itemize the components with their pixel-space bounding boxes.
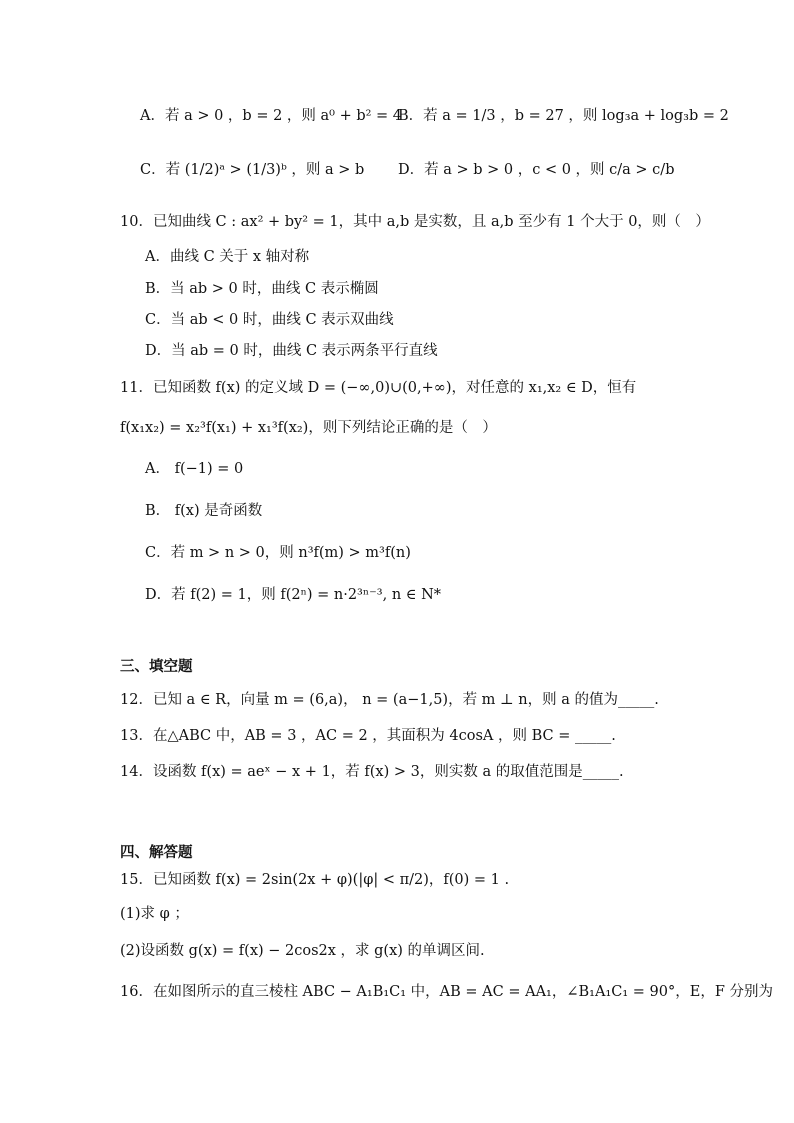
q10-option-d: D．当 ab = 0 时，曲线 C 表示两条平行直线 <box>145 343 438 359</box>
q10-option-b: B．当 ab > 0 时，曲线 C 表示椭圆 <box>145 281 379 297</box>
q10-option-a: A．曲线 C 关于 x 轴对称 <box>145 249 310 265</box>
q9-option-c: C．若 (1/2)ᵃ > (1/3)ᵇ ，则 a > b <box>140 162 365 178</box>
q11-option-b: B． f(x) 是奇函数 <box>145 503 263 519</box>
q16: 16．在如图所示的直三棱柱 ABC − A₁B₁C₁ 中，AB = AC = AA₁，∠B₁A₁C₁ = 90°，E，F 分别为 <box>120 984 774 1000</box>
q11-option-a: A． f(−1) = 0 <box>145 461 244 477</box>
section-4-heading: 四、解答题 <box>120 844 193 861</box>
q15: 15．已知函数 f(x) = 2sin(2x + φ)(|φ| < π/2)，f(0) = 1 . <box>120 872 510 888</box>
q15-part-2: (2)设函数 g(x) = f(x) − 2cos2x ，求 g(x) 的单调区间. <box>120 943 485 959</box>
q12: 12．已知 a ∈ R，向量 m = (6,a)， n = (a−1,5)，若 m ⊥ n，则 a 的值为_____. <box>120 692 659 708</box>
q10-option-c: C．当 ab < 0 时，曲线 C 表示双曲线 <box>145 312 394 328</box>
q14: 14．设函数 f(x) = aeˣ − x + 1，若 f(x) > 3，则实数 a 的取值范围是_____. <box>120 764 624 780</box>
q11-stem-line1: 11．已知函数 f(x) 的定义域 D = (−∞,0)∪(0,+∞)，对任意的 x₁,x₂ ∈ D，恒有 <box>120 380 637 396</box>
q11-option-c: C．若 m > n > 0，则 n³f(m) > m³f(n) <box>145 545 411 561</box>
q9-option-a: A．若 a > 0 ，b = 2 ，则 a⁰ + b² = 4 <box>140 108 403 124</box>
q11-option-d: D．若 f(2) = 1，则 f(2ⁿ) = n·2³ⁿ⁻³, n ∈ N* <box>145 587 442 603</box>
section-3-heading: 三、填空题 <box>120 658 193 675</box>
q9-option-d: D．若 a > b > 0 ，c < 0 ，则 c/a > c/b <box>398 162 675 178</box>
q11-stem-line2: f(x₁x₂) = x₂³f(x₁) + x₁³f(x₂)，则下列结论正确的是（ ） <box>120 420 497 436</box>
q10-stem: 10．已知曲线 C : ax² + by² = 1，其中 a,b 是实数，且 a,b 至少有 1 个大于 0，则（ ） <box>120 214 710 230</box>
q13: 13．在△ABC 中，AB = 3 ，AC = 2 ，其面积为 4cosA ，则 BC = _____. <box>120 728 616 744</box>
q9-option-b: B．若 a = 1/3 ，b = 27 ，则 log₃a + log₃b = 2 <box>398 108 729 124</box>
q15-part-1: (1)求 φ ； <box>120 906 189 922</box>
